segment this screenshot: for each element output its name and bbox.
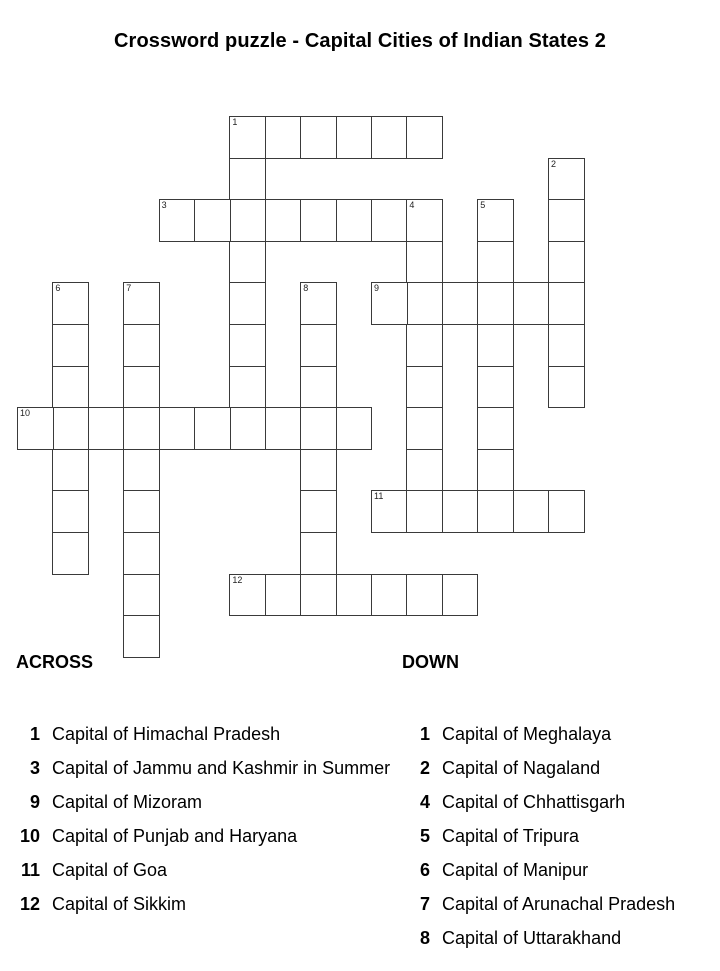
grid-cell[interactable]: [123, 532, 160, 575]
clue-number: 2: [419, 758, 430, 778]
grid-cell[interactable]: [548, 366, 585, 409]
down-clue-4: [404, 785, 720, 819]
cell-number: 12: [232, 574, 243, 585]
grid-cell[interactable]: [229, 158, 266, 201]
grid-cell[interactable]: [300, 407, 337, 450]
grid-cell[interactable]: [371, 490, 408, 533]
grid-cell[interactable]: [229, 407, 266, 450]
clue-number: 1: [29, 724, 40, 744]
clue-text: Capital of Nagaland: [442, 758, 601, 778]
grid-cell[interactable]: [371, 574, 408, 617]
down-clue-7: [404, 887, 720, 921]
grid-cell[interactable]: [548, 490, 585, 533]
grid-cell[interactable]: [477, 282, 514, 325]
clue-number: 1: [419, 724, 430, 744]
grid-cell[interactable]: [229, 116, 266, 159]
grid-cell[interactable]: [123, 615, 160, 658]
grid-cell[interactable]: [336, 116, 373, 159]
grid-cell[interactable]: [548, 241, 585, 284]
grid-cell[interactable]: [265, 407, 302, 450]
grid-cell[interactable]: [229, 574, 266, 617]
grid-cell[interactable]: [52, 449, 89, 492]
grid-cell[interactable]: [123, 407, 160, 450]
grid-cell[interactable]: [229, 241, 266, 284]
grid-cell[interactable]: [300, 449, 337, 492]
grid-cell[interactable]: [336, 407, 373, 450]
grid-cell[interactable]: [442, 490, 479, 533]
down-clue-6: [404, 853, 720, 887]
clue-text: Capital of Punjab and Haryana: [52, 826, 298, 846]
grid-cell[interactable]: [406, 199, 443, 242]
cell-number: 6: [55, 283, 61, 294]
grid-cell[interactable]: [159, 199, 196, 242]
grid-cell[interactable]: [123, 366, 160, 409]
grid-cell[interactable]: [229, 282, 266, 325]
grid-cell[interactable]: [123, 574, 160, 617]
grid-cell[interactable]: [406, 282, 443, 325]
clue-text: Capital of Chhattisgarh: [442, 792, 626, 812]
grid-cell[interactable]: [123, 490, 160, 533]
grid-cell[interactable]: [229, 199, 266, 242]
cell-number: 7: [126, 283, 132, 294]
clue-number: 11: [20, 860, 40, 880]
grid-cell[interactable]: [300, 199, 337, 242]
clue-text: Capital of Mizoram: [52, 792, 203, 812]
grid-cell[interactable]: [477, 490, 514, 533]
down-clue-list: [404, 717, 720, 955]
clue-text: Capital of Manipur: [442, 860, 589, 880]
down-clue-5: [404, 819, 720, 853]
grid-cell[interactable]: [300, 324, 337, 367]
grid-cell[interactable]: [548, 158, 585, 201]
clue-number: 4: [419, 792, 430, 812]
grid-cell[interactable]: [406, 407, 443, 450]
grid-cell[interactable]: [159, 407, 196, 450]
grid-cell[interactable]: [300, 490, 337, 533]
across-clue-1: [14, 717, 394, 751]
clue-number: 9: [29, 792, 40, 812]
clue-text: Capital of Sikkim: [52, 894, 187, 914]
across-clue-10: [14, 819, 394, 853]
grid-cell[interactable]: [265, 116, 302, 159]
cell-number: 10: [20, 408, 31, 419]
grid-cell[interactable]: [513, 490, 550, 533]
clue-text: Capital of Himachal Pradesh: [52, 724, 281, 744]
cell-number: 4: [409, 200, 415, 211]
grid-cell[interactable]: [548, 199, 585, 242]
grid-cell[interactable]: [265, 574, 302, 617]
across-clue-12: [14, 887, 394, 921]
cell-number: 5: [480, 200, 486, 211]
grid-cell[interactable]: [336, 199, 373, 242]
grid-cell[interactable]: [52, 490, 89, 533]
down-clue-2: [404, 751, 720, 785]
clue-text: Capital of Uttarakhand: [442, 928, 622, 948]
grid-cell[interactable]: [194, 407, 231, 450]
across-clue-3: [14, 751, 394, 785]
clue-number: 12: [19, 894, 40, 914]
clue-number: 8: [419, 928, 430, 948]
grid-cell[interactable]: [300, 282, 337, 325]
grid-cell[interactable]: [229, 324, 266, 367]
grid-cell[interactable]: [406, 490, 443, 533]
grid-cell[interactable]: [123, 282, 160, 325]
grid-cell[interactable]: [371, 282, 408, 325]
grid-cell[interactable]: [371, 116, 408, 159]
clue-number: 6: [419, 860, 430, 880]
grid-cell[interactable]: [548, 324, 585, 367]
clue-text: Capital of Jammu and Kashmir in Summer: [52, 758, 391, 778]
grid-cell[interactable]: [406, 241, 443, 284]
grid-cell[interactable]: [406, 324, 443, 367]
grid-cell[interactable]: [477, 449, 514, 492]
grid-cell[interactable]: [88, 407, 125, 450]
grid-cell[interactable]: [477, 366, 514, 409]
clue-number: 3: [29, 758, 40, 778]
grid-cell[interactable]: [300, 532, 337, 575]
grid-cell[interactable]: [513, 282, 550, 325]
grid-cell[interactable]: [17, 407, 54, 450]
cell-number: 2: [551, 158, 557, 169]
grid-cell[interactable]: [52, 366, 89, 409]
grid-cell[interactable]: [52, 532, 89, 575]
grid-cell[interactable]: [442, 282, 479, 325]
grid-cell[interactable]: [406, 366, 443, 409]
grid-cell[interactable]: [477, 241, 514, 284]
cell-number: 8: [303, 283, 309, 294]
cell-number: 3: [161, 200, 167, 211]
puzzle-title: Crossword puzzle - Capital Cities of Indian States 2: [114, 30, 606, 52]
clue-text: Capital of Tripura: [442, 826, 580, 846]
grid-cell[interactable]: [52, 282, 89, 325]
grid-cell[interactable]: [300, 574, 337, 617]
across-clue-list: [14, 717, 394, 921]
grid-cell[interactable]: [336, 574, 373, 617]
down-clue-8: [404, 921, 720, 955]
grid-cell[interactable]: [477, 407, 514, 450]
clue-text: Capital of Goa: [52, 860, 168, 880]
grid-cell[interactable]: [548, 282, 585, 325]
cell-number: 11: [374, 491, 384, 502]
cell-number: 1: [232, 117, 238, 127]
grid-cell[interactable]: [406, 574, 443, 617]
grid-cell[interactable]: [406, 449, 443, 492]
cell-number: 9: [374, 283, 380, 294]
clue-number: 10: [19, 826, 40, 846]
grid-cell[interactable]: [300, 366, 337, 409]
across-clue-11: [14, 853, 394, 887]
grid-cell[interactable]: [194, 199, 231, 242]
grid-cell[interactable]: [477, 199, 514, 242]
grid-cell[interactable]: [300, 116, 337, 159]
grid-cell[interactable]: [406, 116, 443, 159]
down-clue-1: [404, 717, 720, 751]
grid-cell[interactable]: [477, 324, 514, 367]
clue-text: Capital of Meghalaya: [442, 724, 612, 744]
across-heading: ACROSS: [16, 652, 94, 672]
across-clue-9: [14, 785, 394, 819]
grid-cell[interactable]: [442, 574, 479, 617]
clue-number: 5: [419, 826, 430, 846]
grid-cell[interactable]: [52, 324, 89, 367]
clue-number: 7: [419, 894, 430, 914]
grid-cell[interactable]: [371, 199, 408, 242]
down-heading: DOWN: [402, 652, 459, 672]
grid-cell[interactable]: [265, 199, 302, 242]
grid-cell[interactable]: [229, 366, 266, 409]
grid-cell[interactable]: [52, 407, 89, 450]
clue-text: Capital of Arunachal Pradesh: [442, 894, 676, 914]
grid-cell[interactable]: [123, 324, 160, 367]
grid-cell[interactable]: [123, 449, 160, 492]
